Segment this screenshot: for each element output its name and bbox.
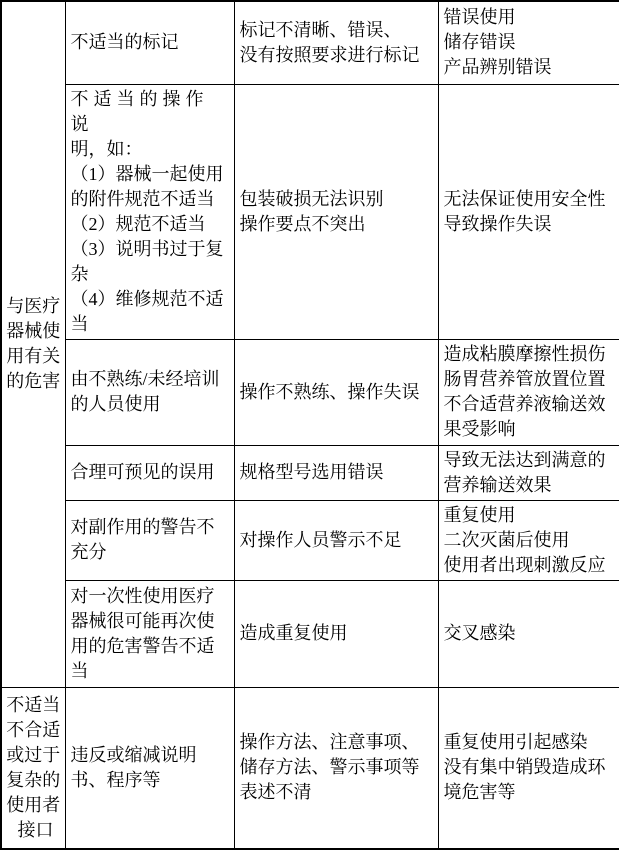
text-line: 接口: [13, 819, 54, 840]
text-line: 规格型号选用错误: [239, 462, 384, 482]
text-line: 用的危害警告不适: [70, 635, 215, 656]
hazard-cell: [65, 339, 234, 445]
text-line: 对操作人员警示不足: [239, 529, 402, 550]
text-line: 明，如：: [70, 138, 143, 159]
table-row: [1, 580, 619, 687]
harm-cell: [438, 339, 619, 445]
text-line: 境危害等: [443, 782, 516, 803]
text-line: 包装破损无法识别: [239, 188, 384, 209]
text-line: 导致操作失误: [443, 213, 552, 234]
text-line: 导致无法达到满意的: [443, 449, 606, 470]
text-line: 对一次性使用医疗: [70, 585, 215, 606]
sequence-cell: [234, 500, 438, 580]
text-line: 的危害: [6, 371, 61, 392]
text-line: 当: [70, 660, 89, 681]
table-row: [1, 445, 619, 500]
hazard-cell: [65, 687, 234, 849]
hazard-cell: [65, 445, 234, 500]
text-line: 的人员使用: [70, 394, 161, 414]
text-line: 的附件规范不适当: [70, 188, 215, 209]
harm-cell: [438, 445, 619, 500]
sequence-cell: [234, 445, 438, 500]
text-line: 操作方法、注意事项、: [239, 732, 420, 753]
text-line: 杂: [70, 263, 89, 284]
text-line: 器械使: [6, 321, 61, 342]
text-line: 对副作用的警告不: [70, 517, 215, 537]
text-line: 交叉感染: [443, 623, 516, 643]
text-line: 储存错误: [443, 32, 516, 53]
text-line: 使用者: [6, 794, 61, 815]
category-cell-device-usage-hazards: [1, 1, 65, 687]
sequence-cell: [234, 580, 438, 687]
text-line: 书、程序等: [70, 769, 161, 790]
text-line: 不适当的操作说: [70, 88, 209, 134]
harm-cell: [438, 687, 619, 849]
text-line: 由不熟练/未经培训: [70, 369, 220, 389]
text-line: （4）维修规范不适: [70, 288, 224, 309]
text-line: 没有集中销毁造成环: [443, 757, 606, 778]
hazard-cell: [65, 1, 234, 84]
text-line: 造成粘膜摩擦性损伤: [443, 344, 606, 364]
table-row: [1, 687, 619, 849]
text-line: 表述不清: [239, 782, 312, 803]
text-line: 造成重复使用: [239, 623, 348, 643]
text-line: 营养输送效果: [443, 474, 552, 495]
category-cell-user-interface: [1, 687, 65, 849]
hazard-cell: [65, 580, 234, 687]
text-line: 肠胃营养管放置位置: [443, 369, 606, 389]
text-line: 不合适营养液输送效: [443, 394, 606, 414]
text-line: 充分: [70, 542, 107, 562]
harm-cell: [438, 580, 619, 687]
sequence-cell: [234, 339, 438, 445]
sequence-cell: [234, 1, 438, 84]
text-line: 标记不清晰、错误、: [239, 19, 402, 40]
text-line: 与医疗: [6, 296, 61, 317]
text-line: （3）说明书过于复: [70, 238, 224, 259]
harm-cell: [438, 84, 619, 339]
text-line: 无法保证使用安全性: [443, 188, 606, 209]
text-line: （1）器械一起使用: [70, 163, 224, 184]
text-line: 复杂的: [6, 769, 61, 790]
hazard-cell: [65, 84, 234, 339]
harm-cell: [438, 1, 619, 84]
text-line: 用有关: [6, 346, 61, 367]
text-line: 储存方法、警示事项等: [239, 757, 420, 778]
sequence-cell: [234, 687, 438, 849]
text-line: 操作要点不突出: [239, 213, 366, 234]
text-line: 当: [70, 313, 89, 334]
text-line: 或过于: [6, 744, 61, 765]
text-line: 重复使用: [443, 504, 516, 525]
text-line: 产品辨别错误: [443, 57, 552, 78]
text-line: 错误使用: [443, 7, 516, 28]
table-row: [1, 1, 619, 84]
hazard-cell: [65, 500, 234, 580]
text-line: 二次灭菌后使用: [443, 529, 570, 550]
text-line: 操作不熟练、操作失误: [239, 381, 420, 402]
harm-cell: [438, 500, 619, 580]
text-line: 不适当: [6, 694, 61, 715]
text-line: （2）规范不适当: [70, 213, 206, 234]
text-line: 不合适: [6, 719, 61, 740]
text-line: 使用者出现刺激反应: [443, 554, 606, 575]
text-line: 果受影响: [443, 419, 516, 439]
table-row: [1, 500, 619, 580]
text-line: 不适当的标记: [70, 32, 179, 53]
text-line: 器械很可能再次使: [70, 610, 215, 631]
text-line: 重复使用引起感染: [443, 732, 588, 753]
sequence-cell: [234, 84, 438, 339]
text-line: 没有按照要求进行标记: [239, 44, 420, 65]
table-row: [1, 339, 619, 445]
table-row: [1, 84, 619, 339]
text-line: 违反或缩减说明: [70, 744, 197, 765]
text-line: 合理可预见的误用: [70, 462, 215, 482]
